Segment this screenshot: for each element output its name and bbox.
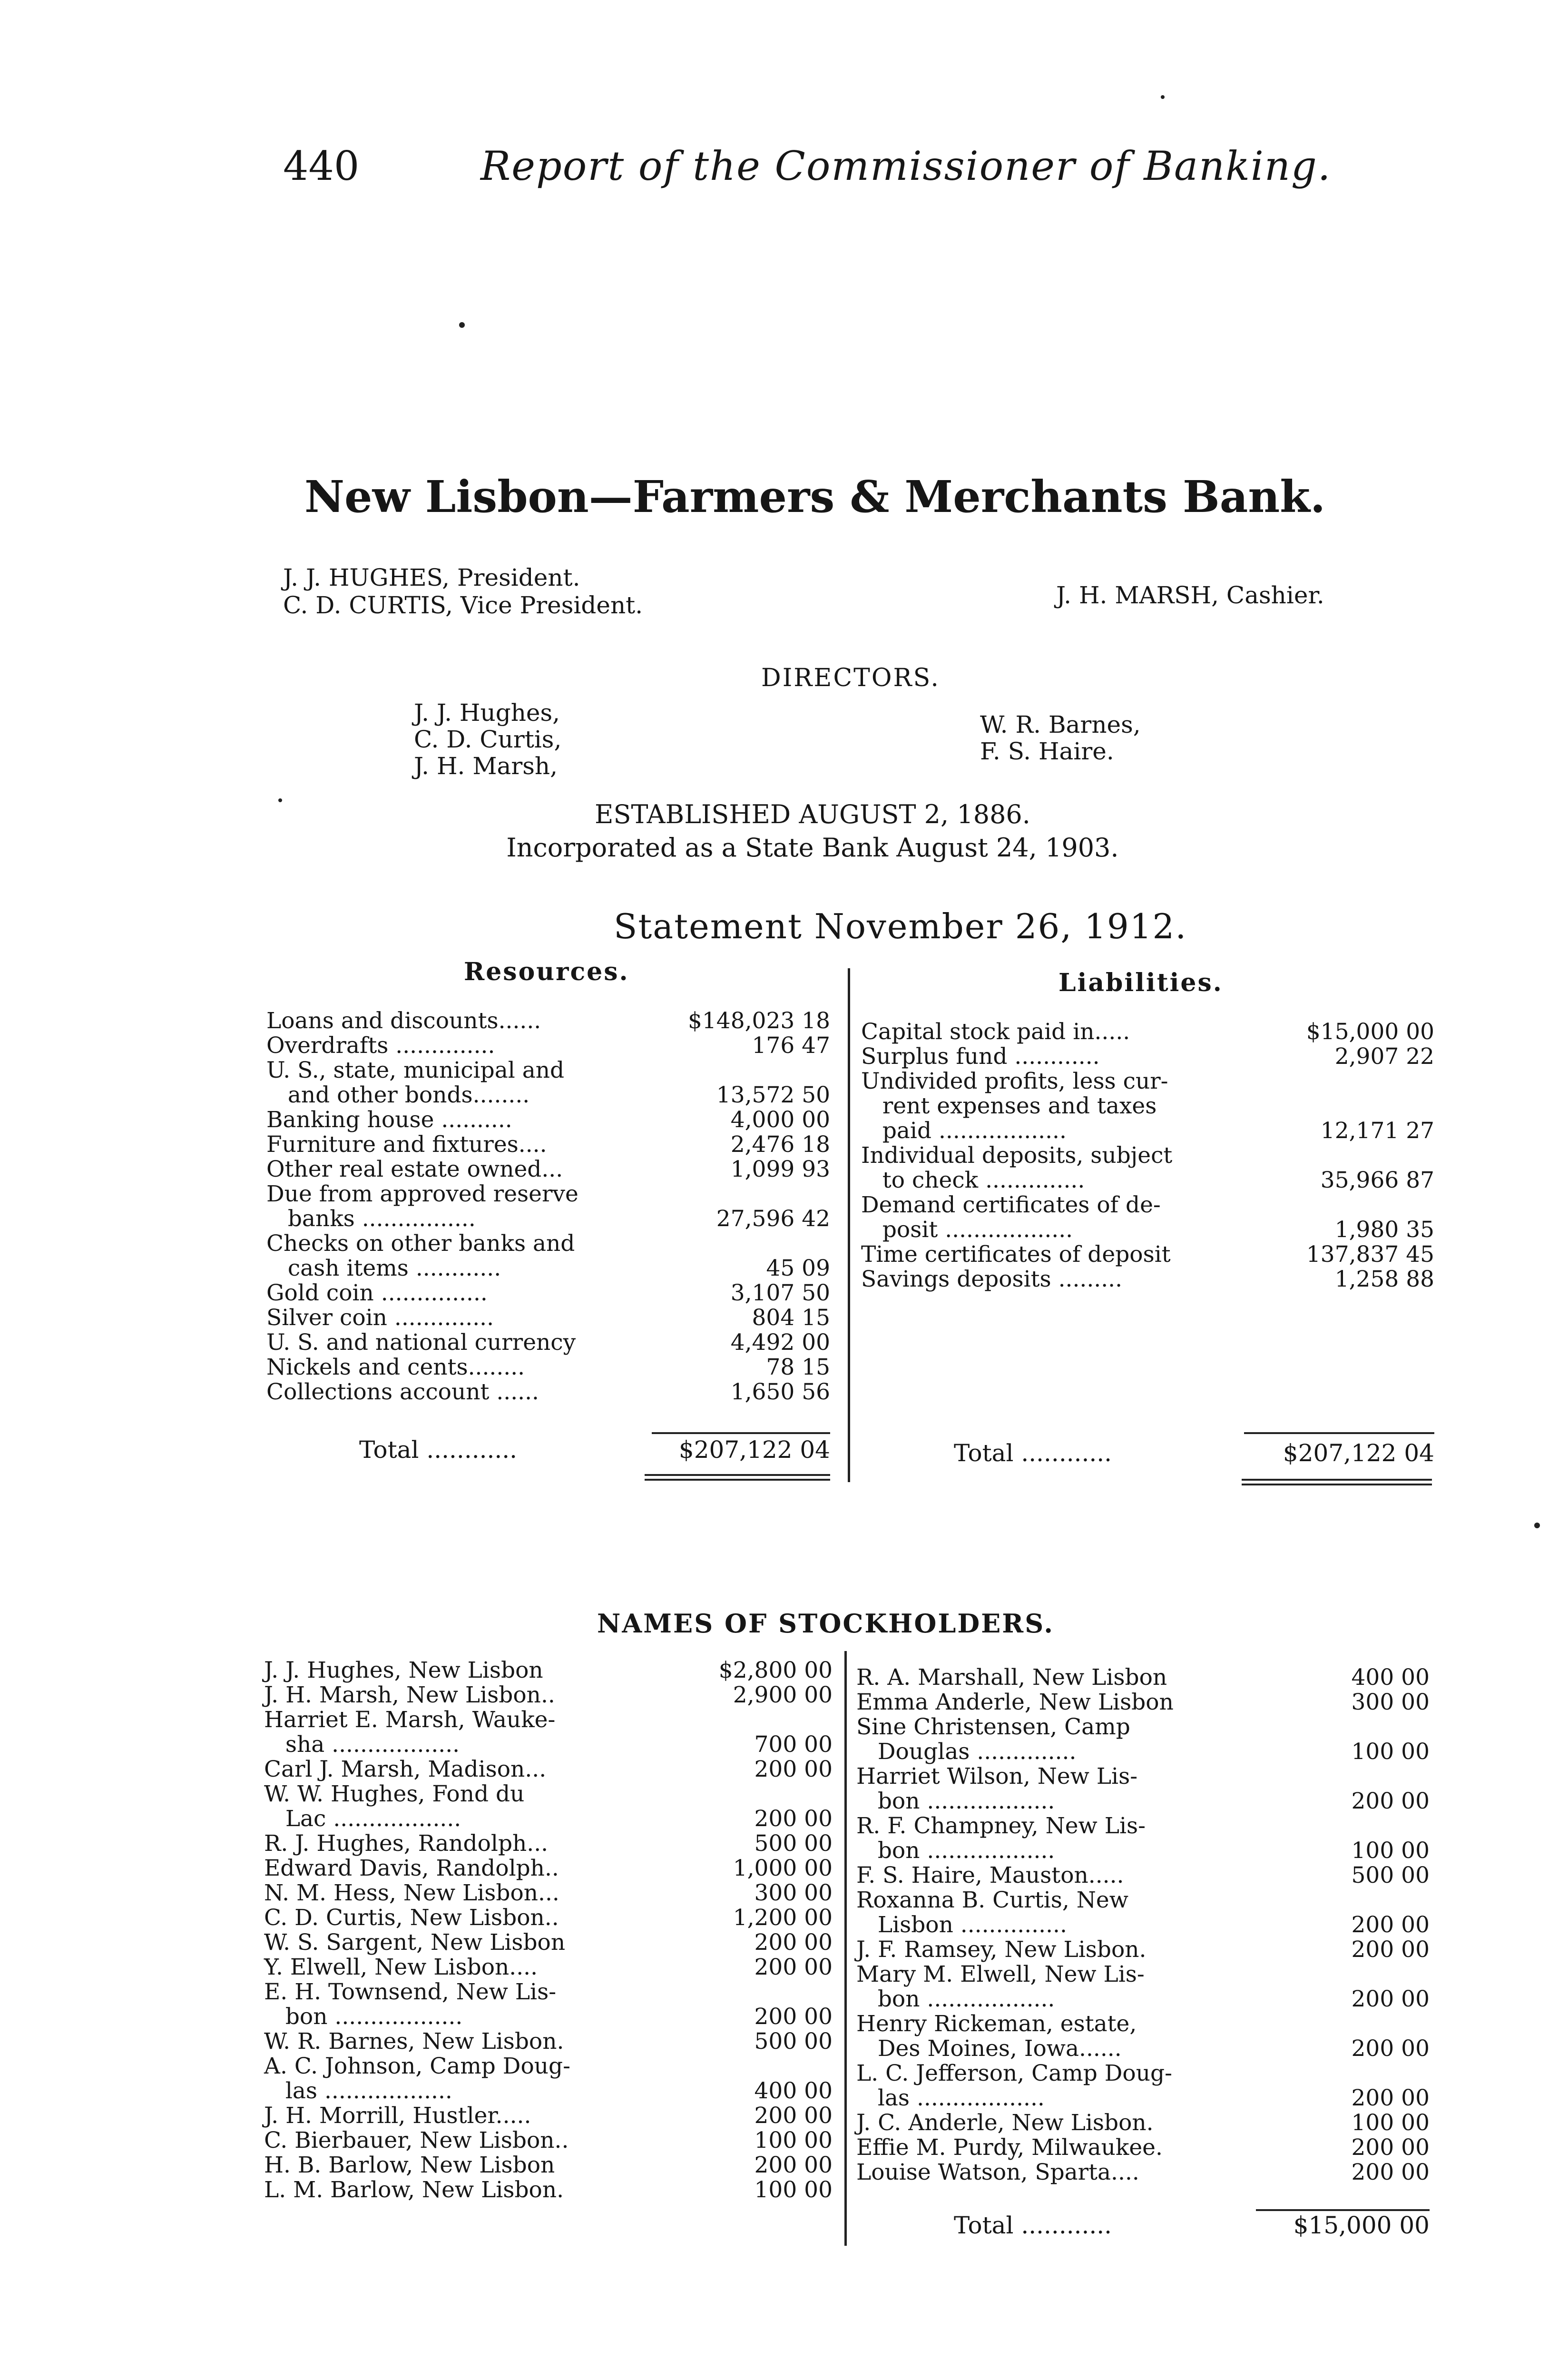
- bank-title: New Lisbon—Farmers & Merchants Bank.: [304, 471, 1326, 522]
- print-speck: [278, 798, 282, 802]
- resource-row-label: Checks on other banks and cash items ............: [266, 1230, 575, 1281]
- liabilities-total: $207,122 04: [1283, 1439, 1434, 1467]
- stockholder-row: [856, 1665, 1432, 1690]
- liability-row: [861, 1044, 1437, 1069]
- established-line: ESTABLISHED AUGUST 2, 1886.: [595, 799, 1030, 829]
- stockholder-row: [264, 2178, 835, 2202]
- stockholder-row-amount: 500 00: [1351, 1862, 1430, 1888]
- resource-row-amount: 27,596 42: [716, 1206, 830, 1232]
- stockholder-row-label: L. C. Jefferson, Camp Doug- las ..................: [856, 2060, 1172, 2111]
- stockholder-row: [856, 2135, 1432, 2160]
- stockholder-row: [264, 1757, 835, 1782]
- director-name: W. R. Barnes,: [980, 711, 1141, 738]
- stockholder-row-amount: 200 00: [1351, 2085, 1430, 2111]
- stockholder-row-label: Harriet E. Marsh, Wauke- sha ..................: [264, 1707, 556, 1758]
- stockholder-row: [264, 1955, 835, 1980]
- stockholder-row-amount: 2,900 00: [733, 1682, 833, 1708]
- resource-row: [266, 1033, 833, 1058]
- stockholder-row: [264, 1930, 835, 1955]
- director-name: J. J. Hughes,: [414, 699, 560, 727]
- resource-row-label: Other real estate owned...: [266, 1156, 563, 1182]
- stockholder-row-label: Mary M. Elwell, New Lis- bon ..................: [856, 1961, 1145, 2012]
- print-speck: [1534, 1523, 1540, 1528]
- resource-row-amount: 3,107 50: [730, 1280, 830, 1306]
- liability-row: [861, 1143, 1437, 1193]
- resource-row: [266, 1009, 833, 1033]
- officer-vice-president: C. D. CURTIS, Vice President.: [283, 591, 643, 619]
- stockholder-row: [264, 1658, 835, 1683]
- liability-row-label: Savings deposits .........: [861, 1266, 1123, 1292]
- stockholder-row: [264, 1906, 835, 1930]
- stockholder-row-label: Y. Elwell, New Lisbon....: [264, 1954, 538, 1980]
- resource-row-amount: 1,650 56: [730, 1379, 830, 1405]
- stockholder-row: [856, 1863, 1432, 1888]
- officer-cashier: J. H. MARSH, Cashier.: [1056, 581, 1324, 609]
- statement-divider: [848, 968, 850, 1482]
- stockholder-row-label: R. J. Hughes, Randolph...: [264, 1830, 549, 1857]
- stockholder-row-label: W. W. Hughes, Fond du Lac ..................: [264, 1781, 525, 1832]
- directors-right: [980, 711, 1141, 765]
- resource-row-label: Banking house ..........: [266, 1107, 512, 1133]
- resource-row-amount: 45 09: [766, 1255, 830, 1281]
- stockholder-row: [856, 1814, 1432, 1863]
- stockholder-row-amount: 200 00: [754, 2004, 833, 2030]
- resource-row: [266, 1355, 833, 1380]
- liability-row-label: Time certificates of deposit: [861, 1241, 1171, 1268]
- resource-row-label: Nickels and cents........: [266, 1354, 525, 1380]
- stockholder-row: [264, 2104, 835, 2128]
- liability-row-label: Undivided profits, less cur- rent expenses and taxes paid ..................: [861, 1068, 1168, 1144]
- resource-row: [266, 1306, 833, 1330]
- stockholder-row: [856, 2160, 1432, 2185]
- stockholder-row-label: Sine Christensen, Camp Douglas ..............: [856, 1714, 1130, 1765]
- stockholder-row-label: Edward Davis, Randolph..: [264, 1855, 559, 1881]
- stockholder-row-amount: 200 00: [754, 2152, 833, 2178]
- resource-row-label: Furniture and fixtures....: [266, 1131, 547, 1158]
- liability-row-amount: 1,258 88: [1334, 1266, 1434, 1292]
- stockholders-total: $15,000 00: [1293, 2212, 1430, 2239]
- resource-row: [266, 1380, 833, 1405]
- stockholder-row-label: J. H. Morrill, Hustler.....: [264, 2103, 531, 2129]
- print-speck: [1161, 95, 1165, 99]
- stockholder-row-label: L. M. Barlow, New Lisbon.: [264, 2177, 564, 2203]
- resource-row: [266, 1157, 833, 1182]
- stockholder-row: [264, 1856, 835, 1881]
- stockholder-row: [856, 2061, 1432, 2111]
- stockholder-row: [264, 1683, 835, 1708]
- resource-row: [266, 1281, 833, 1306]
- stockholder-row-label: J. F. Ramsey, New Lisbon.: [856, 1937, 1147, 1963]
- stockholder-row-label: Carl J. Marsh, Madison...: [264, 1756, 547, 1782]
- stockholder-row-label: R. F. Champney, New Lis- bon ..................: [856, 1813, 1146, 1864]
- stockholder-row-label: C. D. Curtis, New Lisbon..: [264, 1905, 559, 1931]
- stockholder-row: [264, 1782, 835, 1831]
- resource-row-amount: 804 15: [752, 1305, 830, 1331]
- resource-row: [266, 1132, 833, 1157]
- liability-row-label: Demand certificates of de- posit ..................: [861, 1192, 1161, 1243]
- stockholder-row-amount: 200 00: [1351, 1788, 1430, 1814]
- stockholder-row: [856, 1962, 1432, 2012]
- resources-total: $207,122 04: [678, 1436, 830, 1464]
- director-name: F. S. Haire.: [980, 737, 1114, 765]
- stockholder-row-amount: 200 00: [1351, 2159, 1430, 2185]
- stockholder-row-amount: 300 00: [1351, 1689, 1430, 1715]
- stockholder-row-amount: 400 00: [1351, 1664, 1430, 1691]
- officer-president: J. J. HUGHES, President.: [283, 564, 580, 591]
- resources-rule: [652, 1432, 830, 1434]
- resource-row-amount: 4,000 00: [730, 1107, 830, 1133]
- stockholder-row-amount: 200 00: [1351, 1937, 1430, 1963]
- liabilities-double-rule: [1242, 1479, 1432, 1485]
- stockholder-row-amount: 1,000 00: [733, 1855, 833, 1881]
- stockholder-row: [264, 2029, 835, 2054]
- stockholders-total-label: Total ............: [954, 2212, 1112, 2239]
- directors-left: [414, 699, 561, 779]
- stockholder-row-amount: 500 00: [754, 1830, 833, 1857]
- stockholder-row-amount: 700 00: [754, 1731, 833, 1758]
- resource-row-label: Silver coin ..............: [266, 1305, 494, 1331]
- liabilities-rule: [1244, 1432, 1434, 1434]
- stockholder-row: [856, 2012, 1432, 2061]
- resource-row-label: U. S. and national currency: [266, 1329, 576, 1356]
- stockholder-row-amount: 200 00: [754, 2103, 833, 2129]
- stockholder-row-amount: $2,800 00: [718, 1657, 833, 1683]
- stockholder-row-label: Emma Anderle, New Lisbon: [856, 1689, 1174, 1715]
- liability-row: [861, 1242, 1437, 1267]
- resource-row: [266, 1058, 833, 1108]
- stockholder-row-label: E. H. Townsend, New Lis- bon ..................: [264, 1979, 557, 2030]
- statement-title: Statement November 26, 1912.: [614, 906, 1187, 946]
- stockholder-row-label: J. J. Hughes, New Lisbon: [264, 1657, 543, 1683]
- resource-row: [266, 1330, 833, 1355]
- liability-row-amount: $15,000 00: [1306, 1019, 1434, 1045]
- stockholder-row-amount: 100 00: [1351, 1739, 1430, 1765]
- stockholder-row-label: Roxanna B. Curtis, New Lisbon ...............: [856, 1887, 1128, 1938]
- stockholder-row-amount: 200 00: [1351, 1912, 1430, 1938]
- stockholder-row-label: Henry Rickeman, estate, Des Moines, Iowa......: [856, 2011, 1137, 2062]
- resource-row-label: Gold coin ...............: [266, 1280, 488, 1306]
- stockholder-row-amount: 100 00: [754, 2127, 833, 2153]
- stockholder-row-amount: 100 00: [1351, 1838, 1430, 1864]
- stockholder-row-amount: 200 00: [754, 1954, 833, 1980]
- liability-row-amount: 2,907 22: [1334, 1043, 1434, 1070]
- stockholders-total-rule: [1256, 2209, 1430, 2211]
- resource-row: [266, 1182, 833, 1231]
- stockholder-row-amount: 200 00: [1351, 2134, 1430, 2161]
- stockholder-row: [856, 1937, 1432, 1962]
- stockholder-row-amount: 200 00: [754, 1756, 833, 1782]
- director-name: C. D. Curtis,: [414, 726, 562, 753]
- resource-row-label: Overdrafts ..............: [266, 1032, 495, 1059]
- stockholder-row-amount: 100 00: [754, 2177, 833, 2203]
- stockholder-row-amount: 500 00: [754, 2028, 833, 2055]
- stockholder-row-label: W. R. Barnes, New Lisbon.: [264, 2028, 564, 2055]
- stockholder-row-label: A. C. Johnson, Camp Doug- las ..................: [264, 2053, 571, 2104]
- stockholders-divider: [844, 1651, 847, 2246]
- liabilities-total-label: Total ............: [954, 1439, 1112, 1467]
- stockholder-row: [264, 2054, 835, 2104]
- stockholder-row: [856, 1715, 1432, 1764]
- stockholder-row: [264, 1831, 835, 1856]
- resources-heading: Resources.: [464, 957, 629, 986]
- stockholders-heading: NAMES OF STOCKHOLDERS.: [597, 1608, 1055, 1639]
- liabilities-heading: Liabilities.: [1058, 968, 1223, 997]
- stockholder-row: [264, 1708, 835, 1757]
- stockholder-row: [856, 1764, 1432, 1814]
- stockholder-row-label: J. C. Anderle, New Lisbon.: [856, 2110, 1154, 2136]
- resource-row-label: Due from approved reserve banks ................: [266, 1181, 578, 1232]
- stockholder-row-label: N. M. Hess, New Lisbon...: [264, 1880, 559, 1906]
- resource-row-amount: 4,492 00: [730, 1329, 830, 1356]
- stockholder-row-label: H. B. Barlow, New Lisbon: [264, 2152, 555, 2178]
- liability-row-amount: 1,980 35: [1334, 1217, 1434, 1243]
- stockholder-row-amount: 1,200 00: [733, 1905, 833, 1931]
- resource-row-amount: $148,023 18: [687, 1008, 830, 1034]
- resource-row-amount: 176 47: [752, 1032, 830, 1059]
- resource-row-amount: 13,572 50: [716, 1082, 830, 1108]
- incorporated-line: Incorporated as a State Bank August 24, 1903.: [506, 833, 1119, 863]
- resource-row: [266, 1108, 833, 1132]
- stockholder-row-amount: 200 00: [754, 1929, 833, 1956]
- stockholder-row: [264, 2128, 835, 2153]
- liability-row-amount: 35,966 87: [1320, 1167, 1434, 1193]
- print-speck: [459, 322, 465, 328]
- resource-row-label: U. S., state, municipal and and other bonds........: [266, 1057, 565, 1108]
- liability-row: [861, 1069, 1437, 1143]
- stockholder-row: [264, 1980, 835, 2029]
- stockholder-row-label: Louise Watson, Sparta....: [856, 2159, 1139, 2185]
- stockholder-row-label: W. S. Sargent, New Lisbon: [264, 1929, 566, 1956]
- stockholder-row-label: C. Bierbauer, New Lisbon..: [264, 2127, 569, 2153]
- stockholder-row-amount: 200 00: [1351, 2035, 1430, 2062]
- stockholder-row-label: R. A. Marshall, New Lisbon: [856, 1664, 1167, 1691]
- resource-row-amount: 78 15: [766, 1354, 830, 1380]
- stockholder-row: [856, 2111, 1432, 2135]
- stockholder-row-amount: 300 00: [754, 1880, 833, 1906]
- liability-row-amount: 137,837 45: [1306, 1241, 1434, 1268]
- resources-double-rule: [645, 1474, 830, 1481]
- stockholder-row-label: J. H. Marsh, New Lisbon..: [264, 1682, 555, 1708]
- stockholder-row-label: Harriet Wilson, New Lis- bon ..................: [856, 1763, 1138, 1814]
- liability-row-label: Surplus fund ............: [861, 1043, 1100, 1070]
- resource-row-amount: 1,099 93: [730, 1156, 830, 1182]
- stockholder-row: [264, 1881, 835, 1906]
- stockholder-row: [264, 2153, 835, 2178]
- stockholder-row-amount: 400 00: [754, 2078, 833, 2104]
- stockholder-row: [856, 1690, 1432, 1715]
- stockholder-row-amount: 200 00: [1351, 1986, 1430, 2012]
- liability-row-label: Capital stock paid in.....: [861, 1019, 1130, 1045]
- page-number: 440: [283, 143, 360, 189]
- resource-row: [266, 1231, 833, 1281]
- resource-row-label: Collections account ......: [266, 1379, 539, 1405]
- liability-row-amount: 12,171 27: [1320, 1118, 1434, 1144]
- resources-total-label: Total ............: [359, 1436, 518, 1464]
- stockholder-row-amount: 200 00: [754, 1806, 833, 1832]
- stockholder-row-label: F. S. Haire, Mauston.....: [856, 1862, 1124, 1888]
- liability-row: [861, 1267, 1437, 1292]
- resource-row-amount: 2,476 18: [730, 1131, 830, 1158]
- resource-row-label: Loans and discounts......: [266, 1008, 541, 1034]
- liability-row: [861, 1193, 1437, 1242]
- directors-heading: DIRECTORS.: [761, 664, 940, 692]
- stockholder-row: [856, 1888, 1432, 1937]
- stockholder-row-label: Effie M. Purdy, Milwaukee.: [856, 2134, 1163, 2161]
- stockholder-row-amount: 100 00: [1351, 2110, 1430, 2136]
- director-name: J. H. Marsh,: [414, 752, 558, 780]
- running-title: Report of the Commissioner of Banking.: [480, 143, 1332, 189]
- liability-row: [861, 1020, 1437, 1044]
- liability-row-label: Individual deposits, subject to check ..............: [861, 1142, 1173, 1193]
